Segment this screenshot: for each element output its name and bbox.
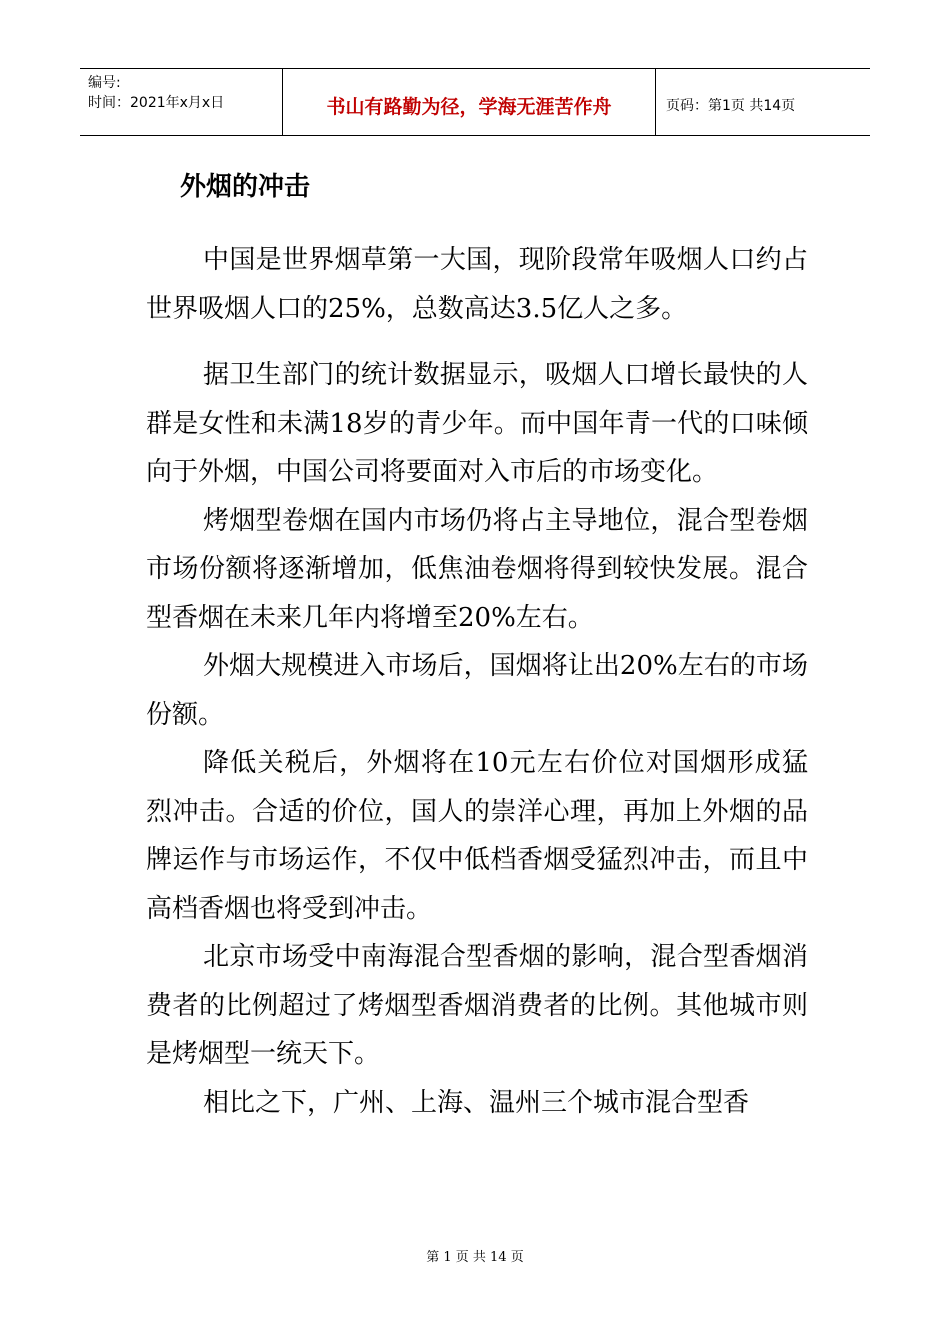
document-body: [146, 236, 808, 1127]
paragraph: 相比之下，广州、上海、温州三个城市混合型香: [203, 1087, 750, 1118]
paragraph: 外烟大规模进入市场后，国烟将让出20%左右的市场份额。: [146, 651, 808, 730]
paragraph: 烤烟型卷烟在国内市场仍将占主导地位，混合型卷烟市场份额将逐渐增加，低焦油卷烟将得到较快发展。混合型香烟在未来几年内将增至20%左右。: [146, 505, 808, 633]
paragraph: 据卫生部门的统计数据显示，吸烟人口增长最快的人群是女性和未满18岁的青少年。而中国年青一代的口味倾向于外烟，中国公司将要面对入市后的市场变化。: [146, 360, 808, 487]
document-title: 外烟的冲击: [180, 172, 311, 202]
page-header: [80, 68, 870, 136]
number-label: 编号:: [88, 75, 121, 91]
paragraph: 中国是世界烟草第一大国，现阶段常年吸烟人口约占世界吸烟人口的25%，总数高达3.5亿人之多。: [146, 245, 808, 324]
header-meta-cell: [80, 69, 283, 135]
header-motto: 书山有路勤为径，学海无涯苦作舟: [283, 69, 656, 135]
time-label: 时间：2021年x月x日: [88, 95, 225, 111]
header-page-info: 页码：第1页 共14页: [666, 98, 796, 114]
paragraph: 降低关税后，外烟将在10元左右价位对国烟形成猛烈冲击。合适的价位，国人的崇洋心理，再加上外烟的品牌运作与市场运作，不仅中低档香烟受猛烈冲击，而且中高档香烟也将受到冲击。: [146, 748, 808, 924]
paragraph: 北京市场受中南海混合型香烟的影响，混合型香烟消费者的比例超过了烤烟型香烟消费者的比例。其他城市则是烤烟型一统天下。: [146, 942, 808, 1069]
page-footer: 第 1 页 共 14 页: [426, 1250, 524, 1265]
